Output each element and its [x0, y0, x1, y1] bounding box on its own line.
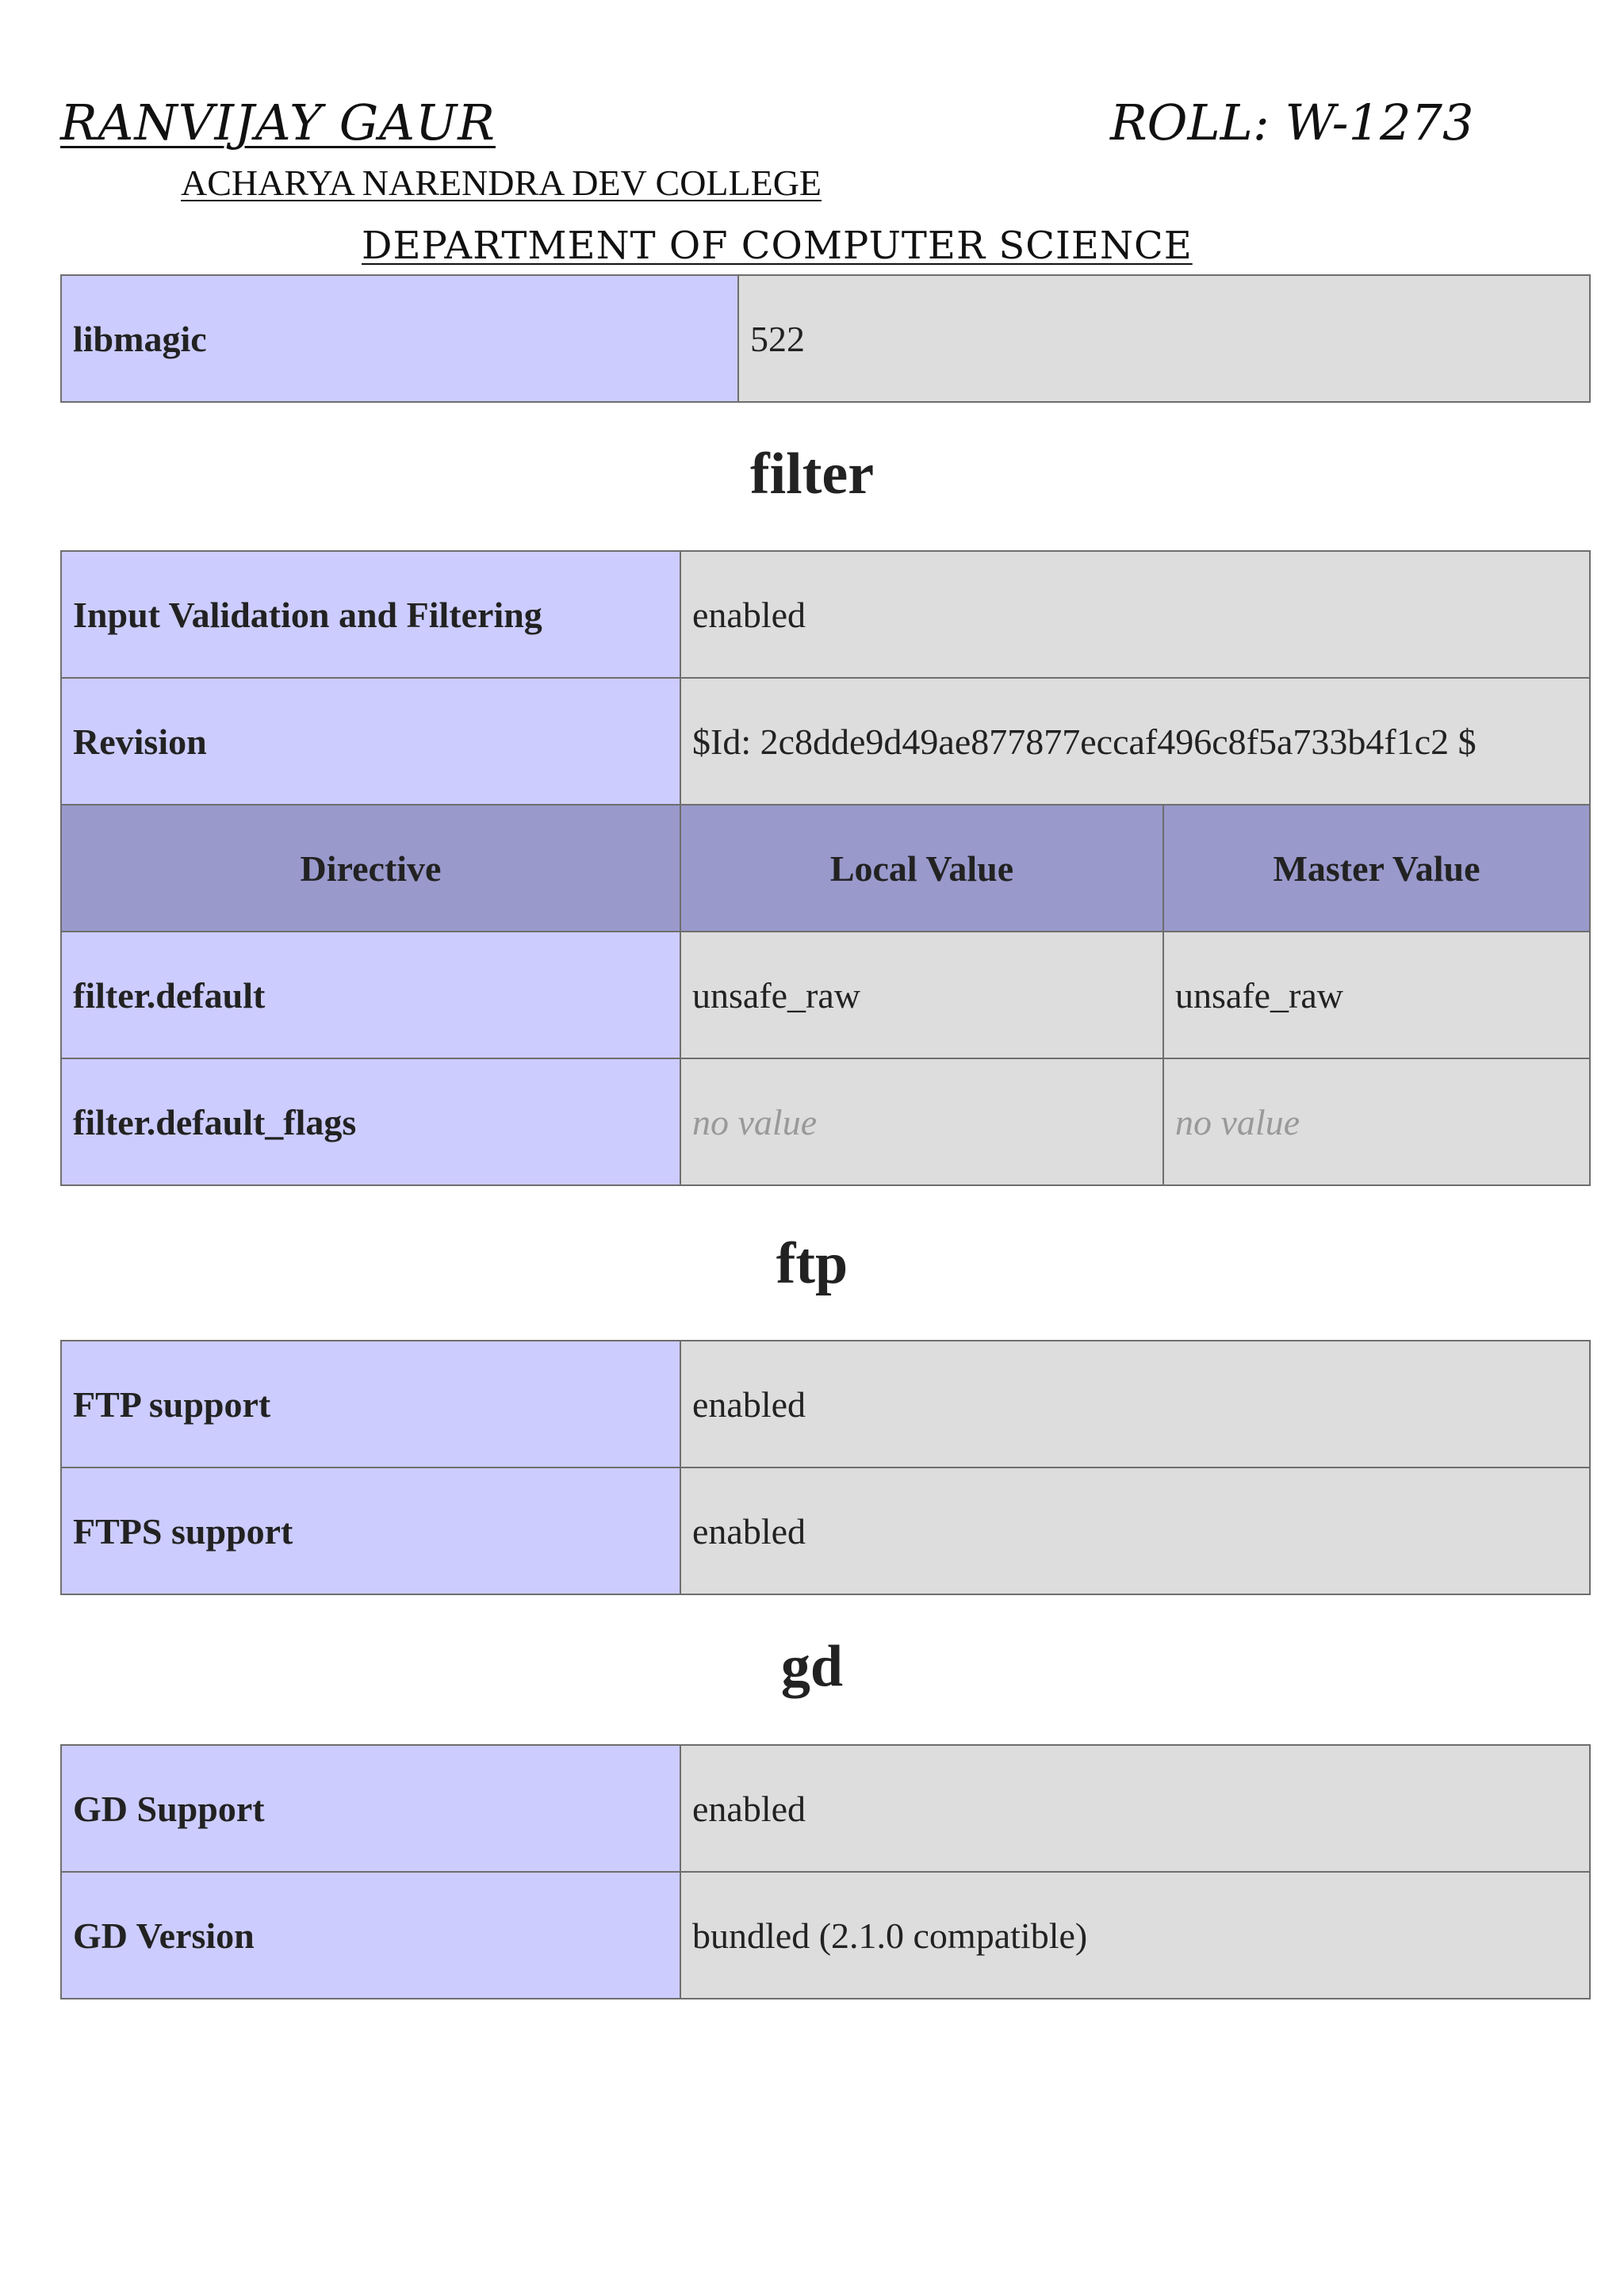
row-value: enabled	[680, 551, 1590, 678]
directive-name: filter.default	[61, 932, 680, 1058]
roll-number: ROLL: W-1273	[1110, 94, 1474, 151]
college-name: ACHARYA NARENDRA DEV COLLEGE	[181, 163, 822, 203]
section-title-ftp: ftp	[776, 1231, 848, 1296]
row-value: enabled	[680, 1745, 1590, 1872]
column-header-directive: Directive	[61, 805, 680, 932]
student-name: RANVIJAY GAUR	[60, 94, 496, 151]
table-row	[61, 1058, 1590, 1185]
table-row	[61, 678, 1590, 805]
section-title-gd: gd	[780, 1634, 844, 1699]
gd-table	[60, 1744, 1591, 1999]
row-value: 522	[738, 275, 1590, 402]
table-row	[61, 1745, 1590, 1872]
directive-name: filter.default_flags	[61, 1058, 680, 1185]
row-label: FTPS support	[61, 1468, 680, 1594]
filter-table	[60, 550, 1591, 1186]
libmagic-table	[60, 274, 1591, 403]
department-name: DEPARTMENT OF COMPUTER SCIENCE	[362, 224, 1193, 268]
column-header-master-value: Master Value	[1163, 805, 1590, 932]
ftp-table	[60, 1340, 1591, 1595]
table-row	[61, 1872, 1590, 1999]
section-title-filter: filter	[749, 442, 875, 507]
row-label: Input Validation and Filtering	[61, 551, 680, 678]
directive-master-value: unsafe_raw	[1163, 932, 1590, 1058]
row-value: $Id: 2c8dde9d49ae877877eccaf496c8f5a733b4f1c2 $	[680, 678, 1590, 805]
directive-local-value: unsafe_raw	[680, 932, 1163, 1058]
directive-local-value	[680, 1058, 1163, 1185]
row-value: enabled	[680, 1341, 1590, 1468]
directive-master-value	[1163, 1058, 1590, 1185]
no-value-text: no value	[692, 1101, 818, 1142]
row-value: enabled	[680, 1468, 1590, 1594]
table-row	[61, 275, 1590, 402]
row-label: Revision	[61, 678, 680, 805]
row-label: GD Support	[61, 1745, 680, 1872]
row-value: bundled (2.1.0 compatible)	[680, 1872, 1590, 1999]
row-label: libmagic	[61, 275, 738, 402]
table-row	[61, 932, 1590, 1058]
directive-header-row	[61, 805, 1590, 932]
table-row	[61, 1341, 1590, 1468]
table-row	[61, 551, 1590, 678]
row-label: FTP support	[61, 1341, 680, 1468]
row-label: GD Version	[61, 1872, 680, 1999]
table-row	[61, 1468, 1590, 1594]
column-header-local-value: Local Value	[680, 805, 1163, 932]
no-value-text: no value	[1175, 1101, 1300, 1142]
